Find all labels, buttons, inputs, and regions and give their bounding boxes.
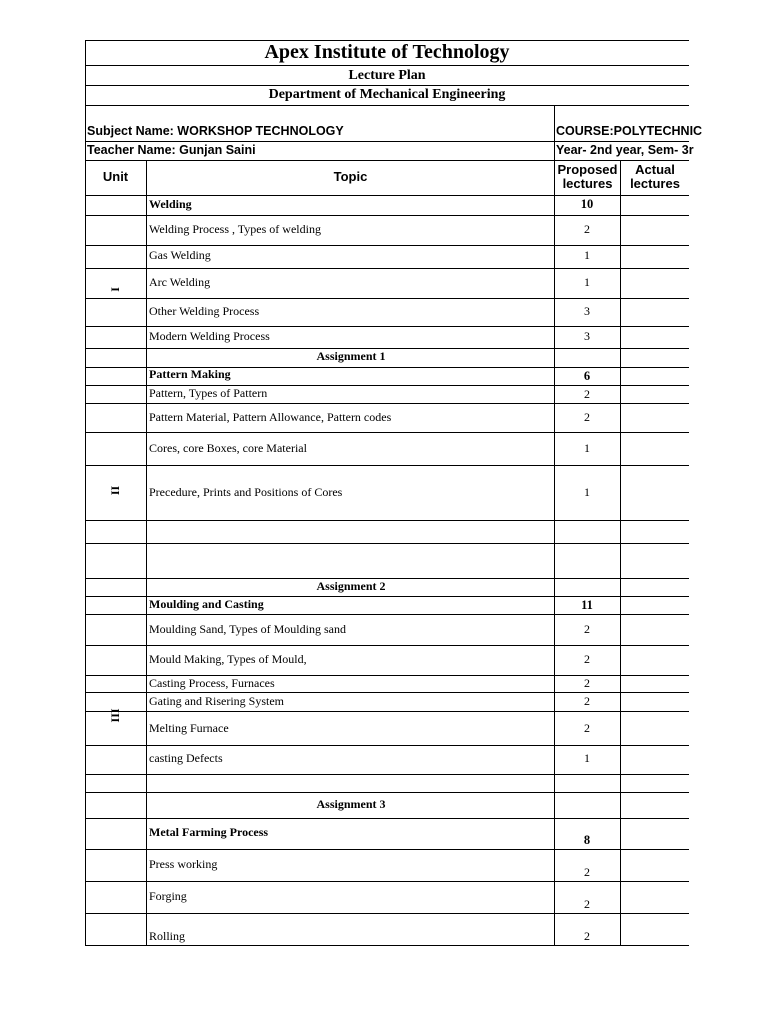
- rule: [85, 215, 689, 216]
- topic-cell: Moulding Sand, Types of Moulding sand: [149, 622, 346, 636]
- rule: [85, 268, 689, 269]
- assignment-label: Assignment 3: [316, 797, 386, 811]
- topic-cell: Gating and Risering System: [149, 694, 284, 708]
- lecture-count: 1: [584, 485, 590, 499]
- rule: [85, 645, 689, 646]
- actual-header-line2: lectures: [630, 176, 680, 191]
- course-name: COURSE:POLYTECHNIC: [556, 124, 703, 138]
- assignment-label: Assignment 1: [316, 349, 386, 363]
- rule: [85, 432, 689, 433]
- lecture-count: 2: [584, 694, 590, 708]
- topic-cell: casting Defects: [149, 751, 223, 765]
- rule: [85, 945, 689, 946]
- lecture-count: 1: [584, 248, 590, 262]
- year-semester: Year- 2nd year, Sem- 3r: [556, 143, 694, 157]
- topic-cell: Casting Process, Furnaces: [149, 676, 275, 690]
- topic-cell: Other Welding Process: [149, 304, 260, 318]
- section-total: 10: [580, 197, 594, 211]
- rule: [85, 818, 689, 819]
- rule: [85, 520, 689, 521]
- topic-cell: Press working: [149, 857, 218, 871]
- rule: [85, 105, 689, 106]
- lecture-count: 2: [584, 410, 590, 424]
- topic-cell: Pattern Material, Pattern Allowance, Pattern codes: [149, 410, 392, 424]
- rule: [85, 160, 689, 161]
- topic-cell: Forging: [149, 889, 187, 903]
- unit-label-3: III: [108, 708, 123, 723]
- section-title: Metal Farming Process: [149, 825, 269, 839]
- proposed-header-line2: lectures: [562, 176, 613, 191]
- rule: [85, 543, 689, 544]
- topic-column-header: Topic: [333, 169, 368, 184]
- rule: [85, 85, 689, 86]
- unit-label-1: I: [108, 287, 123, 292]
- lecture-count: 2: [584, 721, 590, 735]
- topic-cell: Rolling: [149, 929, 186, 943]
- section-title: Pattern Making: [149, 367, 231, 381]
- section-title: Moulding and Casting: [149, 597, 264, 611]
- section-total: 8: [583, 833, 591, 847]
- lecture-count: 2: [584, 865, 590, 879]
- topic-cell: Welding Process , Types of welding: [149, 222, 321, 236]
- lecture-count: 3: [584, 304, 590, 318]
- rule: [85, 614, 689, 615]
- section-total: 6: [583, 369, 591, 383]
- lecture-count: 2: [584, 929, 590, 943]
- actual-header-line1: Actual: [635, 162, 675, 177]
- topic-cell: Arc Welding: [149, 275, 211, 289]
- rule: [85, 745, 689, 746]
- proposed-header-line1: Proposed: [557, 162, 618, 177]
- rule: [85, 774, 689, 775]
- rule: [85, 195, 689, 196]
- rule: [85, 692, 689, 693]
- topic-cell: Mould Making, Types of Mould,: [149, 652, 307, 666]
- topic-cell: Cores, core Boxes, core Material: [149, 441, 307, 455]
- lecture-count: 1: [584, 441, 590, 455]
- topic-cell: Melting Furnace: [149, 721, 229, 735]
- lecture-count: 1: [584, 751, 590, 765]
- section-title: Welding: [149, 197, 192, 211]
- topic-cell: Precedure, Prints and Positions of Cores: [149, 485, 343, 499]
- lecture-count: 2: [584, 622, 590, 636]
- section-total: 11: [581, 598, 593, 612]
- rule: [85, 326, 689, 327]
- rule: [85, 913, 689, 914]
- lecture-count: 2: [584, 222, 590, 236]
- topic-cell: Pattern, Types of Pattern: [149, 386, 268, 400]
- lecture-count: 2: [584, 387, 590, 401]
- institute-title: Apex Institute of Technology: [264, 41, 510, 63]
- rule: [85, 141, 689, 142]
- plan-title: Lecture Plan: [348, 68, 426, 83]
- proposed-column-divider: [620, 160, 621, 945]
- rule: [85, 298, 689, 299]
- topic-cell: Gas Welding: [149, 248, 211, 262]
- lecture-count: 2: [584, 676, 590, 690]
- rule: [85, 65, 689, 66]
- lecture-count: 2: [584, 897, 590, 911]
- lecture-count: 1: [584, 275, 590, 289]
- subject-name: Subject Name: WORKSHOP TECHNOLOGY: [87, 124, 344, 138]
- rule: [85, 403, 689, 404]
- lecture-count: 3: [584, 329, 590, 343]
- rule: [85, 465, 689, 466]
- rule: [85, 711, 689, 712]
- lecture-count: 2: [584, 652, 590, 666]
- rule: [85, 245, 689, 246]
- assignment-label: Assignment 2: [316, 579, 386, 593]
- rule: [85, 881, 689, 882]
- rule: [85, 792, 689, 793]
- unit-column-divider: [146, 160, 147, 945]
- department-title: Department of Mechanical Engineering: [268, 87, 506, 102]
- topic-cell: Modern Welding Process: [149, 329, 270, 343]
- unit-column-header: Unit: [102, 169, 129, 184]
- teacher-name: Teacher Name: Gunjan Saini: [87, 143, 256, 157]
- unit-label-2: II: [108, 485, 123, 496]
- rule: [85, 849, 689, 850]
